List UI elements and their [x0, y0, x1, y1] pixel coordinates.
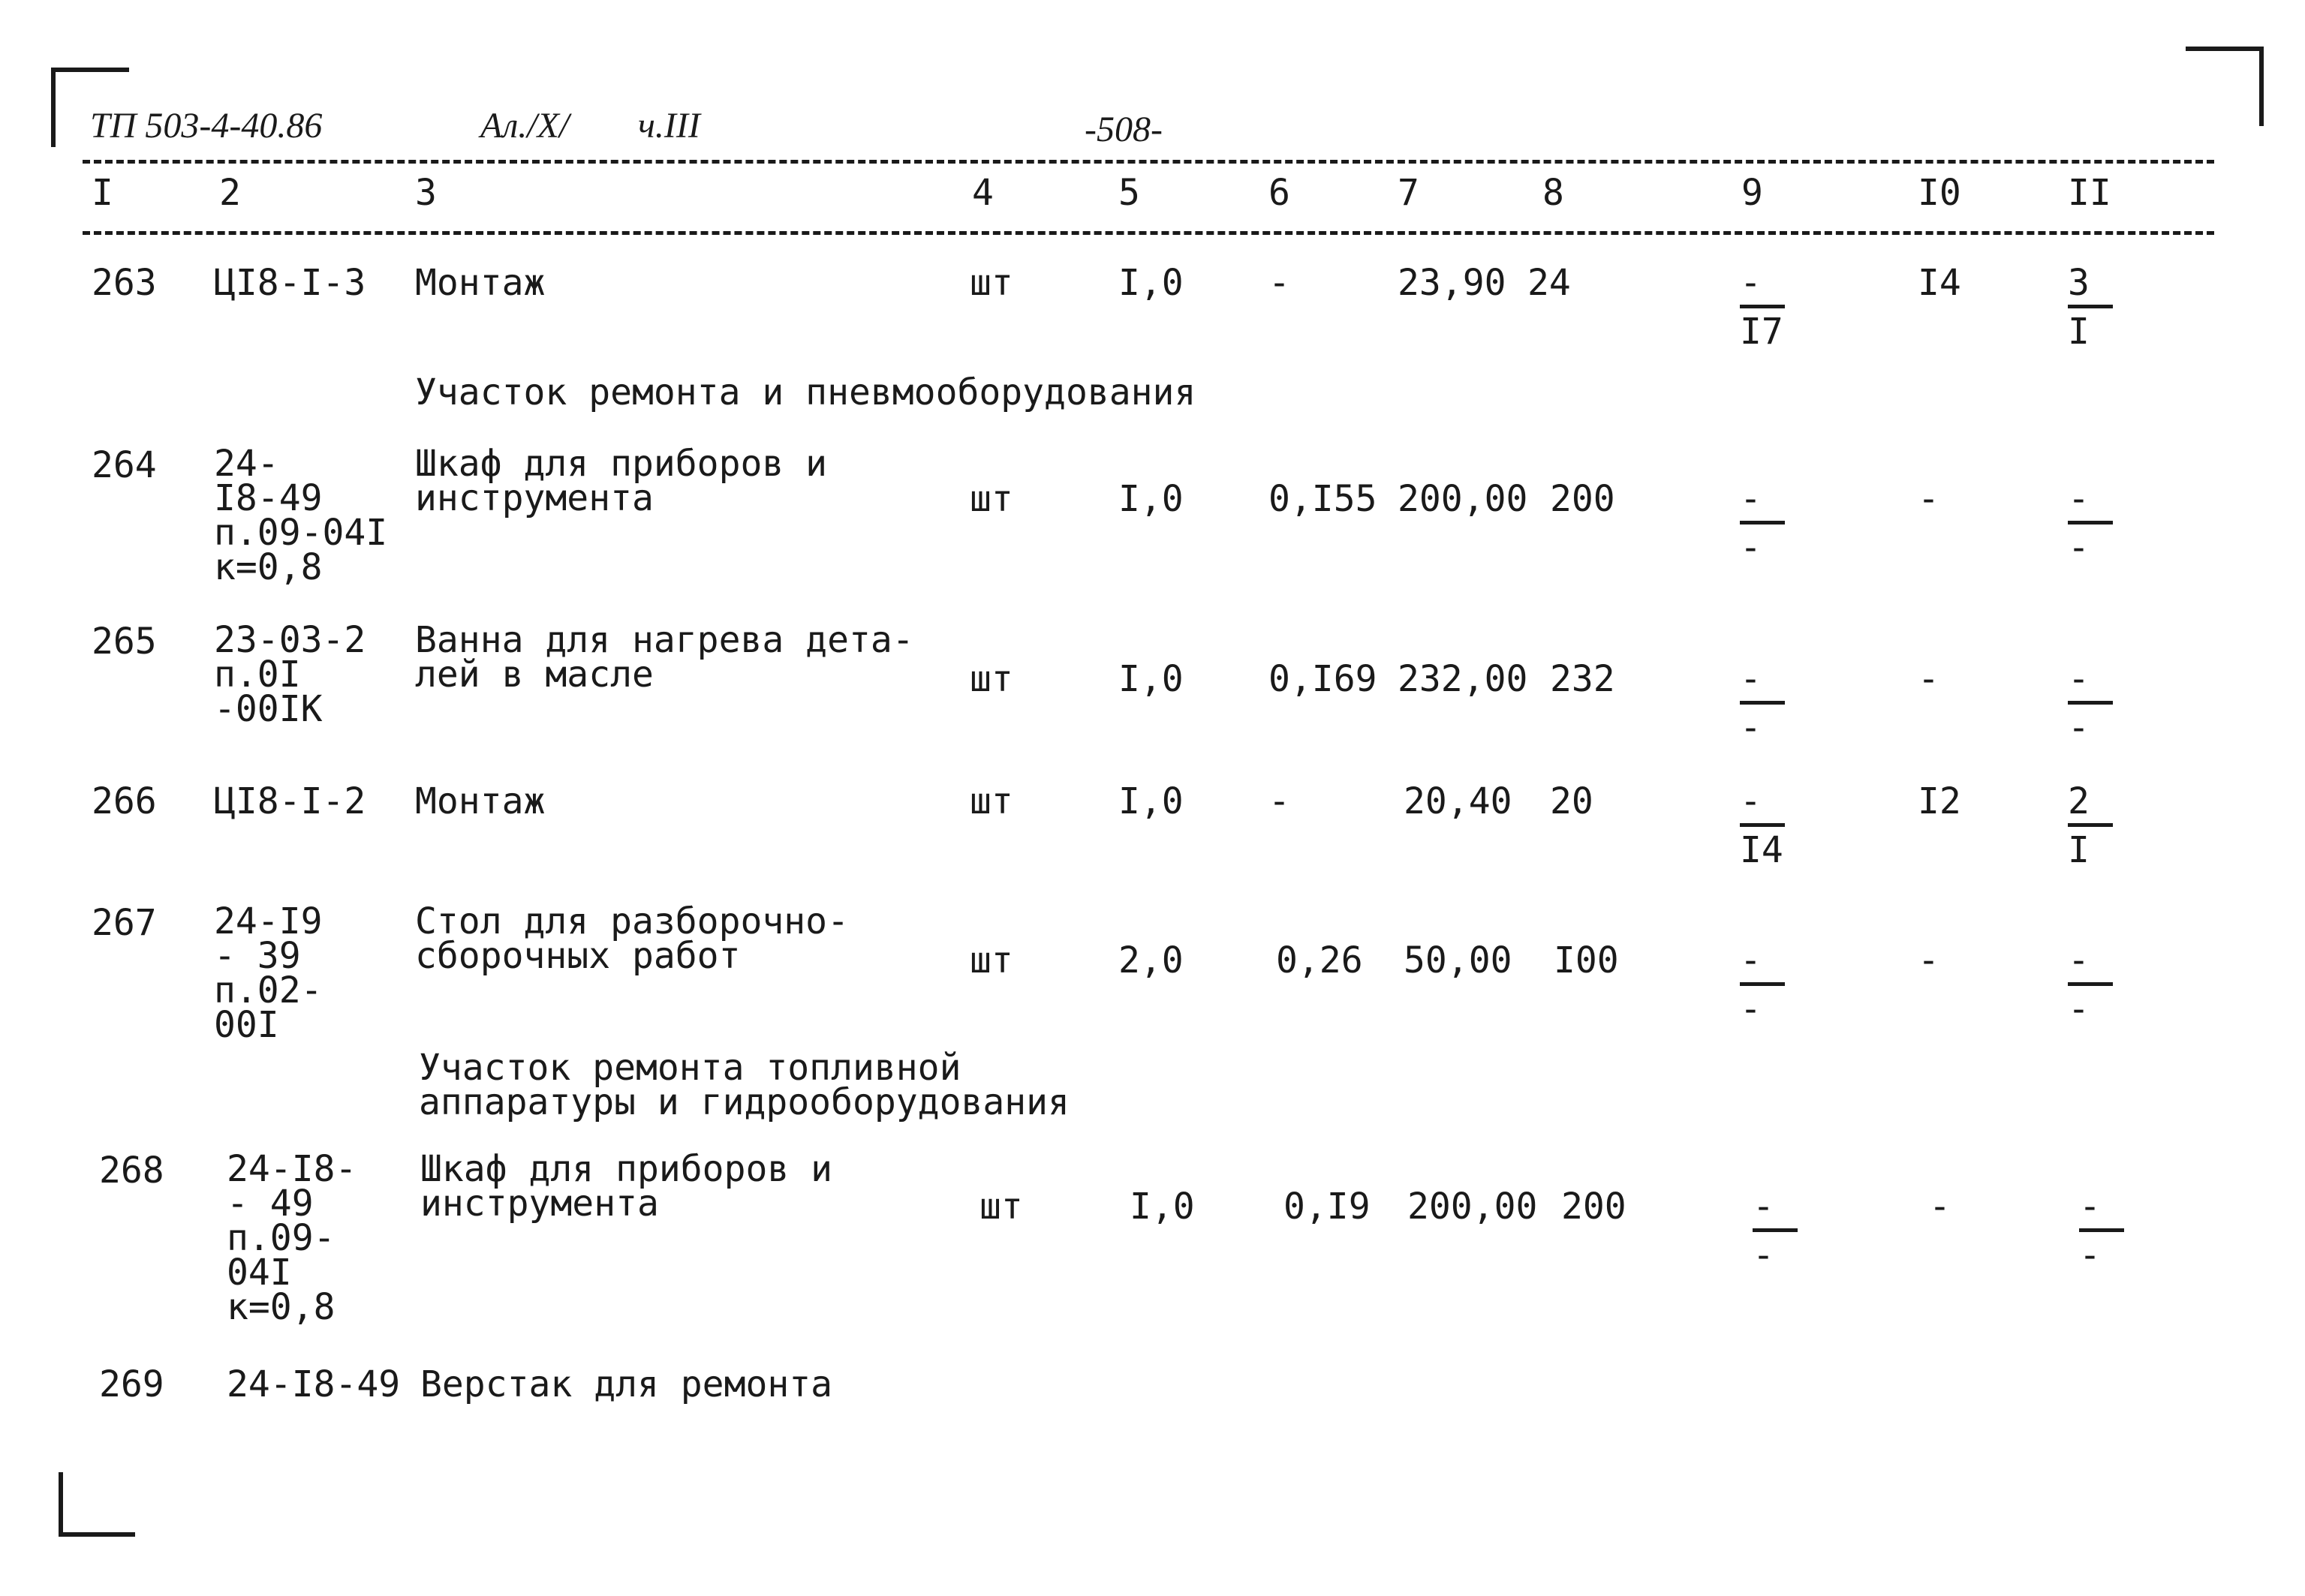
album-number: Ал./Х/	[480, 106, 570, 146]
row-number: 268	[99, 1150, 164, 1192]
row-total: 24	[1527, 262, 1571, 304]
fraction-denominator: -	[2079, 1234, 2101, 1276]
column-header: I	[92, 172, 113, 214]
row-col10: -	[1918, 939, 1939, 981]
fraction-denominator: -	[1740, 707, 1762, 749]
fraction-bar	[1740, 521, 1785, 524]
row-quantity: I,0	[1118, 478, 1184, 520]
row-price: 200,00	[1407, 1186, 1538, 1228]
fraction-denominator: I	[2068, 311, 2090, 353]
row-name: Монтаж	[415, 262, 546, 304]
fraction-denominator: -	[1740, 988, 1762, 1030]
row-name: Шкаф для приборов и инструмента	[420, 1148, 833, 1225]
row-price: 20,40	[1404, 780, 1512, 822]
row-weight: 0,I55	[1268, 478, 1377, 520]
row-weight: 0,I69	[1268, 658, 1377, 700]
fraction-bar	[2079, 1228, 2124, 1232]
row-number: 269	[99, 1363, 164, 1405]
column-header: 3	[415, 172, 437, 214]
bottom-left-corner-mark	[59, 1472, 135, 1537]
fraction-numerator: 2	[2068, 780, 2090, 822]
row-unit: шт	[979, 1186, 1023, 1228]
column-header: 9	[1741, 172, 1763, 214]
row-price: 232,00	[1398, 658, 1528, 700]
row-col10: -	[1918, 478, 1939, 520]
row-code: 24-I8- - 49 п.09- 04I к=0,8	[227, 1148, 357, 1328]
fraction-numerator: -	[1740, 780, 1762, 822]
row-code: 24-I8-49	[227, 1363, 401, 1405]
row-weight: -	[1268, 262, 1290, 304]
row-name: Шкаф для приборов и инструмента	[415, 443, 828, 519]
row-quantity: 2,0	[1118, 939, 1184, 981]
row-col11-fraction	[2068, 262, 2128, 353]
row-unit: шт	[970, 658, 1013, 700]
column-header: 6	[1268, 172, 1290, 214]
fraction-bar	[2068, 982, 2113, 986]
row-col10: I2	[1918, 780, 1961, 822]
fraction-numerator: -	[1740, 939, 1762, 981]
row-name: Монтаж	[415, 780, 546, 822]
row-col10: -	[1918, 658, 1939, 700]
row-code: ЦI8-I-3	[214, 262, 366, 304]
row-col11-fraction	[2079, 1188, 2139, 1274]
row-col9-fraction	[1740, 660, 1800, 747]
fraction-bar	[2068, 701, 2113, 705]
row-col10: -	[1929, 1186, 1951, 1228]
fraction-denominator: I4	[1740, 829, 1783, 871]
row-unit: шт	[970, 780, 1013, 822]
row-number: 263	[92, 262, 157, 304]
fraction-bar	[1740, 982, 1785, 986]
row-col9-fraction	[1740, 480, 1800, 567]
fraction-denominator: -	[1753, 1234, 1774, 1276]
fraction-bar	[2068, 305, 2113, 308]
fraction-numerator: 3	[2068, 262, 2090, 304]
fraction-bar	[1740, 701, 1785, 705]
row-code: ЦI8-I-2	[214, 780, 366, 822]
row-code: 23-03-2 п.0I -00IК	[214, 619, 366, 730]
fraction-bar	[1740, 305, 1785, 308]
row-total: 232	[1550, 658, 1615, 700]
row-code: 24- I8-49 п.09-04I к=0,8	[214, 443, 388, 588]
row-col9-fraction	[1740, 262, 1800, 353]
fraction-numerator: -	[2079, 1186, 2101, 1228]
row-quantity: I,0	[1130, 1186, 1195, 1228]
row-price: 50,00	[1404, 939, 1512, 981]
fraction-bar	[2068, 521, 2113, 524]
top-right-corner-mark	[2186, 47, 2264, 126]
row-col10: I4	[1918, 262, 1961, 304]
row-col11-fraction	[2068, 660, 2128, 747]
fraction-numerator: -	[1740, 478, 1762, 520]
fraction-numerator: -	[1740, 658, 1762, 700]
column-header: 8	[1542, 172, 1564, 214]
column-header: 7	[1398, 172, 1419, 214]
column-header: I0	[1918, 172, 1961, 214]
fraction-denominator: -	[2068, 988, 2090, 1030]
fraction-denominator: I	[2068, 829, 2090, 871]
fraction-denominator: -	[2068, 707, 2090, 749]
row-col9-fraction	[1753, 1188, 1813, 1274]
row-col11-fraction	[2068, 480, 2128, 567]
row-number: 264	[92, 444, 157, 486]
column-header: 2	[219, 172, 241, 214]
row-name: Верстак для ремонта	[420, 1363, 833, 1405]
row-col11-fraction	[2068, 939, 2128, 1030]
row-price: 200,00	[1398, 478, 1528, 520]
fraction-bar	[2068, 823, 2113, 827]
column-header: II	[2068, 172, 2111, 214]
row-total: 200	[1550, 478, 1615, 520]
row-number: 265	[92, 621, 157, 663]
row-number: 267	[92, 902, 157, 944]
header-top-rule	[83, 160, 2214, 164]
part-number: ч.III	[638, 106, 700, 146]
row-total: 20	[1550, 780, 1593, 822]
row-weight: -	[1268, 780, 1290, 822]
row-unit: шт	[970, 262, 1013, 304]
row-unit: шт	[970, 939, 1013, 981]
row-code: 24-I9 - 39 п.02- 00I	[214, 900, 323, 1046]
document-code: ТП 503-4-40.86	[90, 106, 323, 146]
row-name: Ванна для нагрева дета- лей в масле	[415, 619, 914, 696]
column-header: 5	[1118, 172, 1140, 214]
fraction-numerator: -	[2068, 658, 2090, 700]
fraction-denominator: I7	[1740, 311, 1783, 353]
row-col9-fraction	[1740, 780, 1800, 871]
section-heading: Участок ремонта топливной аппаратуры и гидрооборудования	[419, 1047, 1070, 1123]
row-quantity: I,0	[1118, 780, 1184, 822]
row-total: 200	[1561, 1186, 1626, 1228]
row-price: 23,90	[1398, 262, 1506, 304]
fraction-bar	[1740, 823, 1785, 827]
section-heading: Участок ремонта и пневмооборудования	[415, 371, 1196, 413]
fraction-numerator: -	[2068, 939, 2090, 981]
row-col9-fraction	[1740, 939, 1800, 1030]
row-total: I00	[1554, 939, 1619, 981]
fraction-denominator: -	[1740, 527, 1762, 569]
header-bottom-rule	[83, 231, 2214, 235]
fraction-numerator: -	[1753, 1186, 1774, 1228]
column-header: 4	[972, 172, 994, 214]
row-number: 266	[92, 780, 157, 822]
fraction-bar	[1753, 1228, 1798, 1232]
row-name: Стол для разборочно- сборочных работ	[415, 900, 849, 977]
fraction-numerator: -	[2068, 478, 2090, 520]
page-number: -508-	[1085, 110, 1163, 149]
row-quantity: I,0	[1118, 658, 1184, 700]
fraction-denominator: -	[2068, 527, 2090, 569]
row-weight: 0,I9	[1283, 1186, 1371, 1228]
row-weight: 0,26	[1276, 939, 1363, 981]
row-quantity: I,0	[1118, 262, 1184, 304]
fraction-numerator: -	[1740, 262, 1762, 304]
row-col11-fraction	[2068, 780, 2128, 871]
row-unit: шт	[970, 478, 1013, 520]
